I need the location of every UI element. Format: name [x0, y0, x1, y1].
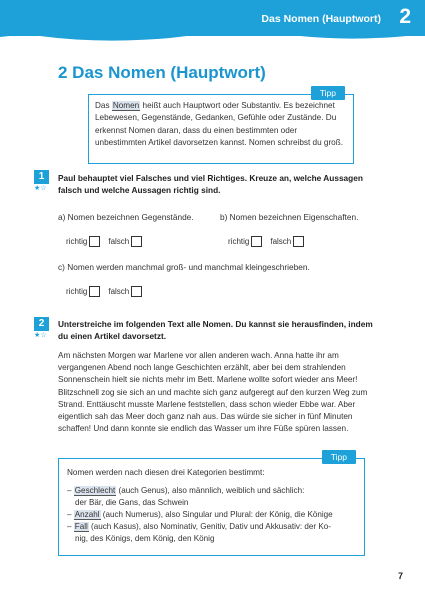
tipp-label: Tipp: [322, 450, 356, 464]
category-description: (auch Kasus), also Nominativ, Genitiv, Dativ und Akkusativ: der Ko-: [88, 522, 331, 531]
category-item-geschlecht: – Geschlecht (auch Genus), also männlich, weiblich und sächlich:: [67, 486, 305, 495]
falsch-label: falsch: [108, 287, 130, 296]
task-2-number: 2: [34, 317, 49, 331]
statement-c: c) Nomen werden manchmal groß- und manchmal kleingeschrieben.: [58, 262, 310, 272]
task-1-instruction: Paul behauptet viel Falsches und viel Richtiges. Kreuze an, welche Aussagen falsch und welche Aussagen richtig sind.: [58, 173, 363, 195]
page-number: 7: [397, 571, 403, 581]
checkbox-a-richtig[interactable]: [89, 236, 100, 247]
tipp-text-start: Das: [95, 101, 112, 110]
checkbox-c-falsch[interactable]: [131, 286, 142, 297]
highlighted-term: Fall: [74, 522, 88, 531]
tipp-categories-intro: Nomen werden nach diesen drei Kategorien bestimmt:: [67, 468, 265, 477]
answer-row-c: [66, 286, 150, 297]
statement-b: b) Nomen bezeichnen Eigenschaften.: [220, 212, 359, 222]
category-description: (auch Genus), also männlich, weiblich und sächlich:: [116, 486, 305, 495]
checkbox-c-richtig[interactable]: [89, 286, 100, 297]
richtig-label: richtig: [66, 287, 88, 296]
checkbox-b-falsch[interactable]: [293, 236, 304, 247]
tipp-box-definition: [88, 88, 354, 164]
answer-row-b: [228, 236, 312, 247]
falsch-label: falsch: [108, 237, 130, 246]
checkbox-a-falsch[interactable]: [131, 236, 142, 247]
chapter-number: 2: [399, 5, 411, 28]
banner-title: Das Nomen (Hauptwort): [261, 13, 381, 25]
richtig-label: richtig: [66, 237, 88, 246]
task-2-difficulty-stars: ★☆: [34, 332, 47, 339]
highlighted-term: Geschlecht: [74, 486, 116, 495]
richtig-label: richtig: [228, 237, 250, 246]
tipp-text-rest: heißt auch Hauptwort oder Substantiv. Es bezeichnet Lebewesen, Gegenstände, Gedanken, Gefühle oder Zustände. Du erkennst Nomen daran, dass du einen bestimmten oder unbestimmten Artikel davorsetzen kannst. Nomen schreibst du groß.: [95, 101, 344, 148]
task-1-difficulty-stars: ★☆: [34, 185, 47, 192]
banner-wave-edge: [0, 30, 425, 44]
top-banner: [0, 0, 425, 36]
answer-row-a: [66, 236, 150, 247]
exercise-story-text[interactable]: Am nächsten Morgen war Marlene vor allen anderen wach. Anna hatte ihr am vergangenen Abend noch lange Geschichten erzählt, aber bei dem strahlenden Sonnenschein hielt sie nichts mehr im Bett. Marlene wollte sofort wieder ans Meer! Blitzschnell zog sie sich an und machte sich ganz aufgeregt auf den kurzen Weg zum Strand. Enttäuscht musste Marlene feststellen, dass schon wieder Ebbe war. Aber eigentlich sah das Meer doch ganz nah aus. Das würde sie sicher in fünf Minuten schaffen! Und dann konnte sie endlich das Wasser um ihre Füße spüren lassen.: [58, 351, 368, 434]
page-title: 2 Das Nomen (Hauptwort): [58, 63, 266, 82]
category-example: nig, des Königs, dem König, den König: [75, 534, 215, 543]
falsch-label: falsch: [270, 237, 292, 246]
task-2-instruction: Unterstreiche im folgenden Text alle Nomen. Du kannst sie herausfinden, indem du einen Artikel davorsetzt.: [58, 319, 373, 341]
highlighted-term: Anzahl: [74, 510, 100, 519]
task-1-number: 1: [34, 170, 49, 184]
category-description: (auch Numerus), also Singular und Plural: der König, die Könige: [100, 510, 333, 519]
checkbox-b-richtig[interactable]: [251, 236, 262, 247]
category-item-anzahl: – Anzahl (auch Numerus), also Singular und Plural: der König, die Könige: [67, 510, 333, 519]
category-item-fall: – Fall (auch Kasus), also Nominativ, Genitiv, Dativ und Akkusativ: der Ko-: [67, 522, 331, 531]
tipp-box-categories: [58, 452, 365, 556]
statement-a: a) Nomen bezeichnen Gegenstände.: [58, 212, 194, 222]
highlighted-word-nomen: Nomen: [112, 101, 140, 110]
category-example: der Bär, die Gans, das Schwein: [75, 498, 189, 507]
tipp-definition-text: [95, 100, 348, 150]
category-list: [67, 485, 358, 545]
tipp-label: Tipp: [311, 86, 345, 100]
